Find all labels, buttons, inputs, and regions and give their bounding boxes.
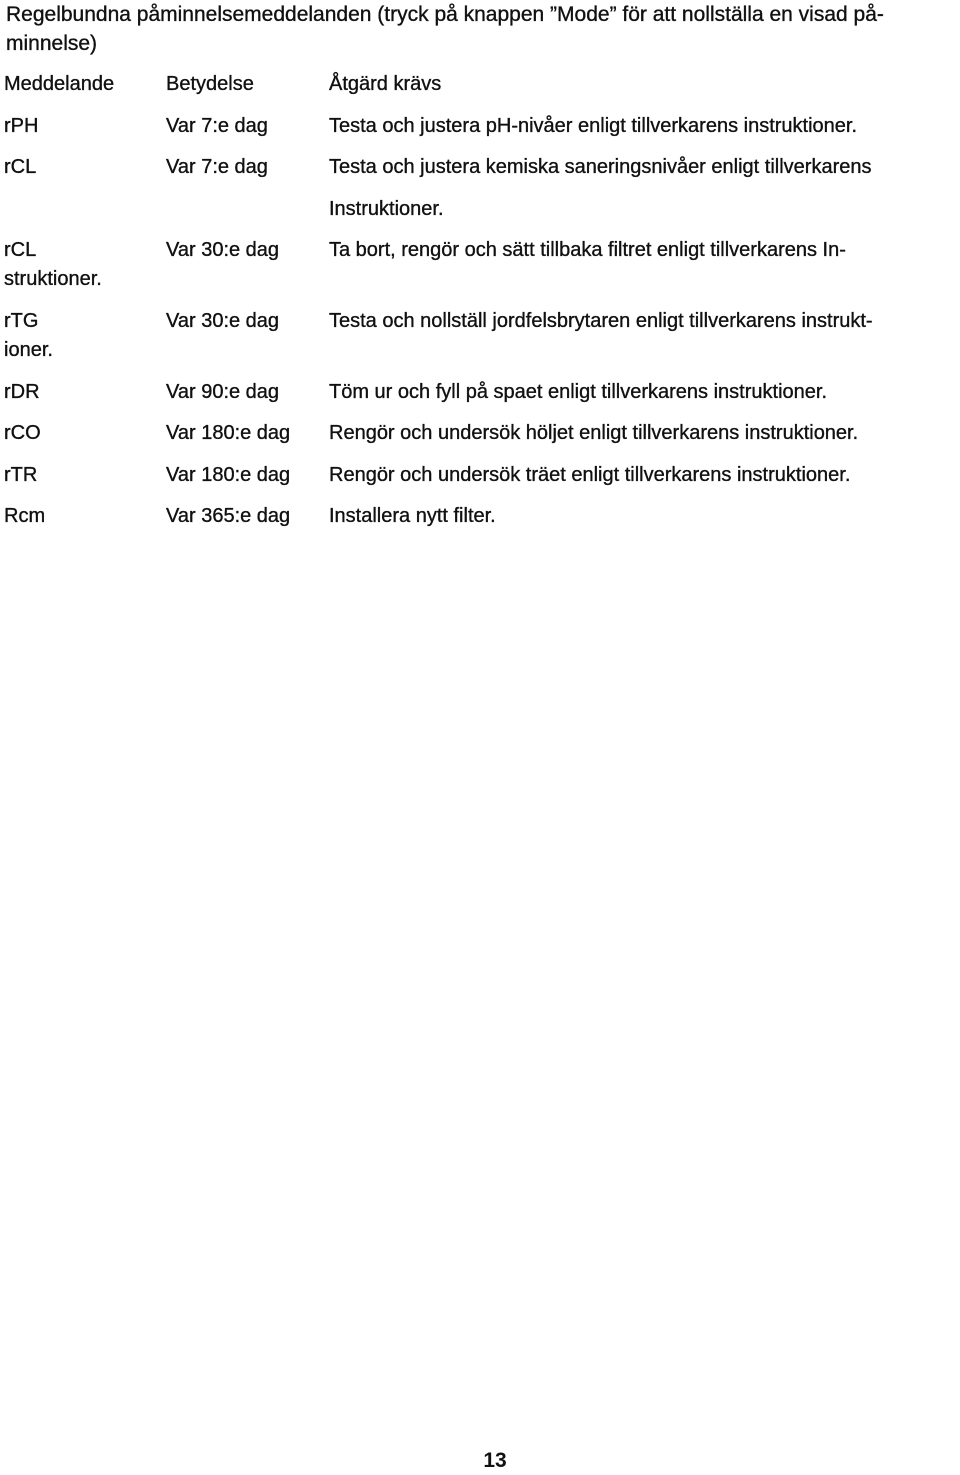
row-1-interval: Var 7:e dag (166, 115, 268, 137)
row-5-code: rDR (4, 381, 40, 403)
row-2-action-line-2: Instruktioner. (329, 198, 444, 220)
page-number: 13 (483, 1449, 507, 1472)
row-4-action-line-2: ioner. (4, 339, 53, 361)
row-6-interval: Var 180:e dag (166, 422, 291, 444)
row-7-action: Rengör och undersök träet enligt tillverkarens instruktioner. (329, 464, 851, 486)
row-4-code: rTG (4, 310, 39, 332)
row-6-action: Rengör och undersök höljet enligt tillverkarens instruktioner. (329, 422, 859, 444)
row-8-code: Rcm (4, 505, 46, 527)
row-4-action-line-1: Testa och nollställ jordfelsbrytaren enligt tillverkarens instrukt- (329, 310, 873, 332)
row-2-code: rCL (4, 156, 37, 178)
row-3-interval: Var 30:e dag (166, 239, 280, 261)
row-6-code: rCO (4, 422, 41, 444)
row-3-action-line-2: struktioner. (4, 268, 102, 290)
row-3-action-line-1: Ta bort, rengör och sätt tillbaka filtret enligt tillverkarens In- (329, 239, 846, 261)
row-5-interval: Var 90:e dag (166, 381, 280, 403)
row-1-code: rPH (4, 115, 39, 137)
row-8-interval: Var 365:e dag (166, 505, 291, 527)
row-7-interval: Var 180:e dag (166, 464, 291, 486)
row-1-action: Testa och justera pH-nivåer enligt tillverkarens instruktioner. (329, 115, 858, 137)
row-8-action: Installera nytt filter. (329, 505, 496, 527)
heading-line-1: Regelbundna påminnelsemeddelanden (tryck på knappen ”Mode” för att nollställa en visad på- (6, 3, 884, 26)
column-header-message: Meddelande (4, 73, 115, 95)
row-2-interval: Var 7:e dag (166, 156, 268, 178)
heading-line-2: minnelse) (6, 32, 98, 55)
row-2-action-line-1: Testa och justera kemiska saneringsnivåer enligt tillverkarens (329, 156, 872, 178)
column-header-action: Åtgärd krävs (329, 73, 442, 95)
row-3-code: rCL (4, 239, 37, 261)
row-4-interval: Var 30:e dag (166, 310, 280, 332)
row-7-code: rTR (4, 464, 38, 486)
row-5-action: Töm ur och fyll på spaet enligt tillverkarens instruktioner. (329, 381, 827, 403)
column-header-meaning: Betydelse (166, 73, 254, 95)
